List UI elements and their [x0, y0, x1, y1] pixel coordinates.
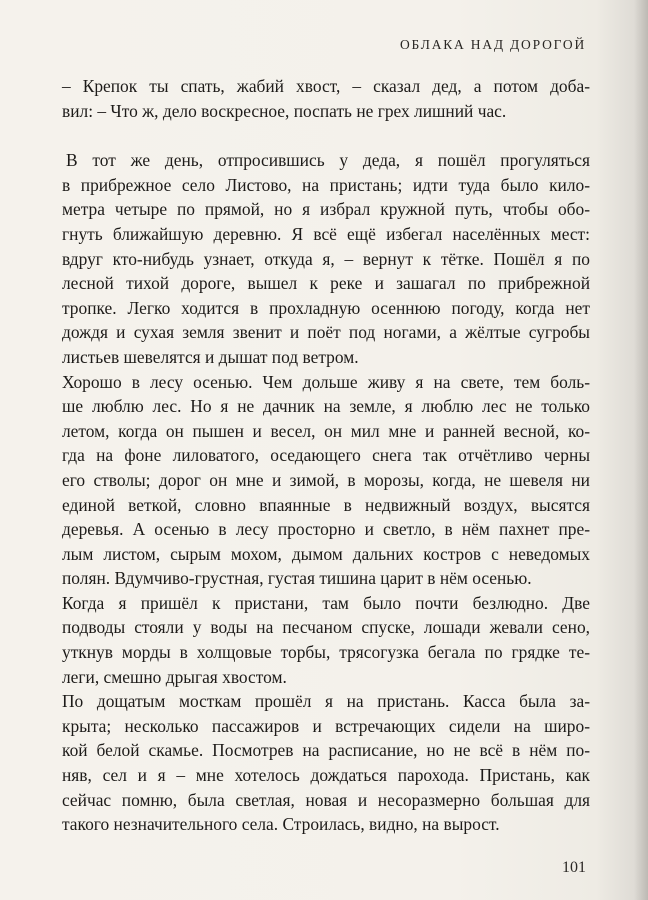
text-line: тропке. Легко ходится в прохладную осеннюю погоду, когда нет — [62, 297, 590, 318]
text-line: сейчас помню, была светлая, новая и несоразмерно большая для — [62, 789, 590, 810]
page-edge-shadow — [634, 0, 648, 900]
text-line: гнуть ближайшую деревню. Я всё ещё избегал населённых мест: — [62, 223, 590, 244]
paragraph — [62, 689, 590, 837]
text-line: деревья. А осенью в лесу просторно и светло, в нём пахнет пре- — [62, 519, 590, 540]
text-line: в прибрежное село Листово, на пристань; идти туда было кило- — [62, 174, 590, 195]
text-line: Хорошо в лесу осенью. Чем дольше живу я на свете, тем боль- — [62, 371, 590, 392]
text-line: Когда я пришёл к пристани, там было почти безлюдно. Две — [62, 592, 590, 613]
text-line: листьев шевелятся и дышат под ветром. — [62, 346, 359, 367]
text-line: По дощатым мосткам прошёл я на пристань. Касса была за- — [62, 691, 590, 712]
body-text — [62, 74, 590, 837]
text-line: лым листом, сырым мохом, дымом дальних костров с неведомых — [62, 543, 590, 564]
text-line: уткнув морды в холщовые торбы, трясогузка бегала по грядке те- — [62, 642, 590, 663]
text-line: метра четыре по прямой, но я избрал кружной путь, чтобы обо- — [62, 199, 590, 220]
text-line: полян. Вдумчиво-грустная, густая тишина царит в нём осенью. — [62, 568, 532, 589]
text-line: подводы стояли у воды на песчаном спуске, лошади жевали сено, — [62, 617, 590, 638]
text-line: лесной тихой дороге, вышел к реке и зашагал по прибрежной — [62, 273, 590, 294]
text-line: летом, когда он пышен и весел, он мил мне и ранней весной, ко- — [62, 420, 590, 441]
text-line: единой веткой, словно впаянные в недвижный воздух, высятся — [62, 494, 590, 515]
paragraph — [62, 74, 590, 123]
page-number: 101 — [562, 859, 586, 876]
text-line: вил: – Что ж, дело воскресное, поспать не грех лишний час. — [62, 100, 507, 121]
running-head: ОБЛАКА НАД ДОРОГОЙ — [399, 37, 586, 52]
text-line: – Крепок ты спать, жабий хвост, – сказал дед, а потом доба- — [62, 76, 590, 96]
text-line: кой белой скамье. Посмотрев на расписание, но не всё в нём по- — [62, 740, 590, 761]
text-line: вдруг кто-нибудь узнает, откуда я, – вернут к тётке. Пошёл я по — [62, 248, 590, 269]
paragraph — [62, 370, 590, 591]
text-line: В тот же день, отпросившись у деда, я пошёл прогуляться — [66, 150, 590, 171]
paragraph — [62, 591, 590, 689]
paragraph — [62, 148, 590, 369]
text-line: ше люблю лес. Но я не дачник на земле, я люблю лес не только — [62, 396, 590, 417]
text-line: леги, смешно дрыгая хвостом. — [62, 666, 287, 687]
text-line: его стволы; дорог он мне и зимой, в морозы, когда, не шевеля ни — [62, 469, 590, 490]
text-line: такого незначительного села. Строилась, видно, на вырост. — [62, 814, 500, 835]
text-line: дождя и сухая земля звенит и поёт под ногами, а жёлтые сугробы — [62, 322, 590, 343]
text-line: крыта; несколько пассажиров и встречающих сидели на широ- — [62, 715, 590, 736]
text-line: гда на фоне лиловатого, оседающего снега так отчётливо черны — [62, 445, 590, 466]
text-line: няв, сел и я – мне хотелось дождаться парохода. Пристань, как — [62, 765, 590, 786]
